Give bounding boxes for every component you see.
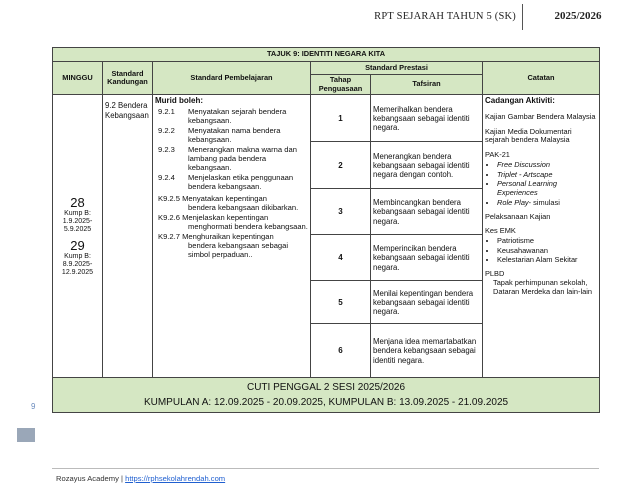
emk-item: • Keusahawanan: [497, 247, 597, 256]
plbd-title: PLBD: [485, 269, 505, 279]
tahap-cell: 4: [311, 235, 371, 281]
page-header: [0, 0, 638, 40]
emk-list: [485, 237, 597, 265]
document-title: RPT SEJARAH TAHUN 5 (SK): [374, 11, 516, 22]
plbd-text: Tapak perhimpunan sekolah, Dataran Merdeka dan lain-lain: [493, 277, 593, 296]
tafsiran-cell: Menjana idea memartabatkan bendera kebangsaan sebagai identiti negara.: [371, 324, 483, 378]
tajuk-title: TAJUK 9: IDENTITI NEGARA KITA: [53, 48, 600, 62]
cuti-banner: [53, 378, 600, 413]
pak-item-roleplay: [497, 199, 597, 208]
sp-text: Menyatakan sejarah bendera kebangsaan.: [188, 106, 287, 125]
catatan-cell: [483, 95, 600, 378]
tafsiran-cell: Memerihalkan bendera kebangsaan sebagai identiti negara.: [371, 95, 483, 142]
sp-k-first: K9.2.7 Menghuraikan kepentingan: [158, 232, 274, 242]
week-group: Kump B:: [64, 253, 91, 261]
footer-text: Rozayus Academy |: [56, 474, 126, 483]
kajian-gambar: Kajian Gambar Bendera Malaysia: [485, 111, 596, 121]
standard-kandungan-cell: 9.2 Bendera Kebangsaan: [103, 95, 153, 378]
tafsiran-cell: Menilai kepentingan bendera kebangsaan sebagai identiti negara.: [371, 281, 483, 324]
kajian-media: Kajian Media Dokumentari sejarah bendera Malaysia: [485, 126, 572, 145]
sp-item: [155, 146, 308, 173]
week-date: 1.9.2025-: [62, 217, 93, 225]
week-date: 12.9.2025: [61, 269, 94, 277]
tafsiran-cell: Memperincikan bendera kebangsaan sebagai identiti negara.: [371, 235, 483, 281]
document-year: 2025/2026: [554, 10, 602, 22]
sp-item: [155, 174, 308, 192]
sp-code: 9.2.4: [158, 172, 175, 182]
tafsiran-cell: Membincangkan bendera kebangsaan sebagai identiti negara.: [371, 189, 483, 235]
sp-text: Menjelaskan etika penggunaan bendera kebangsaan.: [188, 172, 294, 191]
sp-text: Menyatakan nama bendera kebangsaan.: [188, 125, 281, 144]
pak-item: • Personal Learning Experiences: [497, 180, 597, 197]
page-number: 9: [31, 402, 36, 411]
header-minggu: MINGGU: [53, 62, 103, 95]
page-marker: [17, 428, 35, 442]
footer-divider: [52, 468, 599, 469]
pak-title: PAK-21: [485, 150, 510, 160]
sp-heading: Murid boleh:: [155, 96, 203, 106]
sp-k-rest: menghormati bendera kebangsaan.: [188, 222, 308, 232]
sp-code: 9.2.1: [158, 106, 175, 116]
pak-item: • Triplet - Artscape: [497, 171, 597, 180]
week-date: 5.9.2025: [63, 225, 92, 233]
header-standard-kandungan: Standard Kandungan: [103, 62, 153, 95]
header-tahap: Tahap Penguasaan: [311, 75, 371, 95]
sp-k-rest: bendera kebangsaan dikibarkan.: [188, 203, 299, 213]
header-tafsiran: Tafsiran: [371, 75, 483, 95]
sp-item: [155, 127, 308, 145]
roleplay-suffix: - simulasi: [528, 197, 560, 207]
sp-k-first: K9.2.6 Menjelaskan kepentingan: [158, 213, 269, 223]
tafsiran-cell: Menerangkan bendera kebangsaan sebagai identiti negara dengan contoh.: [371, 142, 483, 189]
week-date: 8.9.2025-: [62, 261, 93, 269]
header-standard-prestasi: Standard Prestasi: [311, 62, 483, 75]
week-number: 29: [70, 237, 85, 253]
sp-k-item: [155, 214, 308, 232]
footer-link[interactable]: https://rphsekolahrendah.com: [125, 474, 226, 483]
pak-item: • Free Discussion: [497, 161, 597, 170]
emk-item: • Patriotisme: [497, 237, 597, 246]
tahap-cell: 3: [311, 189, 371, 235]
sp-code: 9.2.2: [158, 125, 175, 135]
cadangan-title: Cadangan Aktiviti:: [485, 96, 555, 106]
sp-k-item: [155, 195, 308, 213]
pelaksanaan-kajian: Pelaksanaan Kajian: [485, 211, 551, 221]
cuti-title: CUTI PENGGAL 2 SESI 2025/2026: [246, 382, 406, 394]
sp-code: 9.2.3: [158, 144, 175, 154]
cuti-dates: KUMPULAN A: 12.09.2025 - 20.09.2025, KUMPULAN B: 13.09.2025 - 21.09.2025: [143, 396, 509, 408]
rpt-table: [52, 47, 600, 413]
tahap-cell: 2: [311, 142, 371, 189]
header-standard-pembelajaran: Standard Pembelajaran: [153, 62, 311, 95]
sp-k-rest: bendera kebangsaan sebagai simbol perpaduan..: [188, 241, 289, 260]
week-group: Kump B:: [64, 209, 91, 217]
tahap-cell: 6: [311, 324, 371, 378]
sp-item: [155, 108, 308, 126]
page-footer: [56, 474, 225, 483]
tahap-cell: 5: [311, 281, 371, 324]
minggu-cell: [53, 95, 103, 378]
tahap-cell: 1: [311, 95, 371, 142]
emk-title: Kes EMK: [485, 226, 516, 236]
week-number: 28: [70, 194, 85, 210]
sp-text: Menerangkan makna warna dan lambang pada bendera kebangsaan.: [188, 144, 297, 172]
standard-pembelajaran-cell: [153, 95, 311, 378]
pak-list: [485, 161, 597, 208]
emk-item: • Kelestarian Alam Sekitar: [497, 256, 597, 265]
sp-k-item: [155, 233, 308, 260]
sp-k-first: K9.2.5 Menyatakan kepentingan: [158, 194, 267, 204]
header-divider: [522, 4, 523, 30]
header-catatan: Catatan: [483, 62, 600, 95]
roleplay-label: Role Play: [497, 197, 529, 207]
